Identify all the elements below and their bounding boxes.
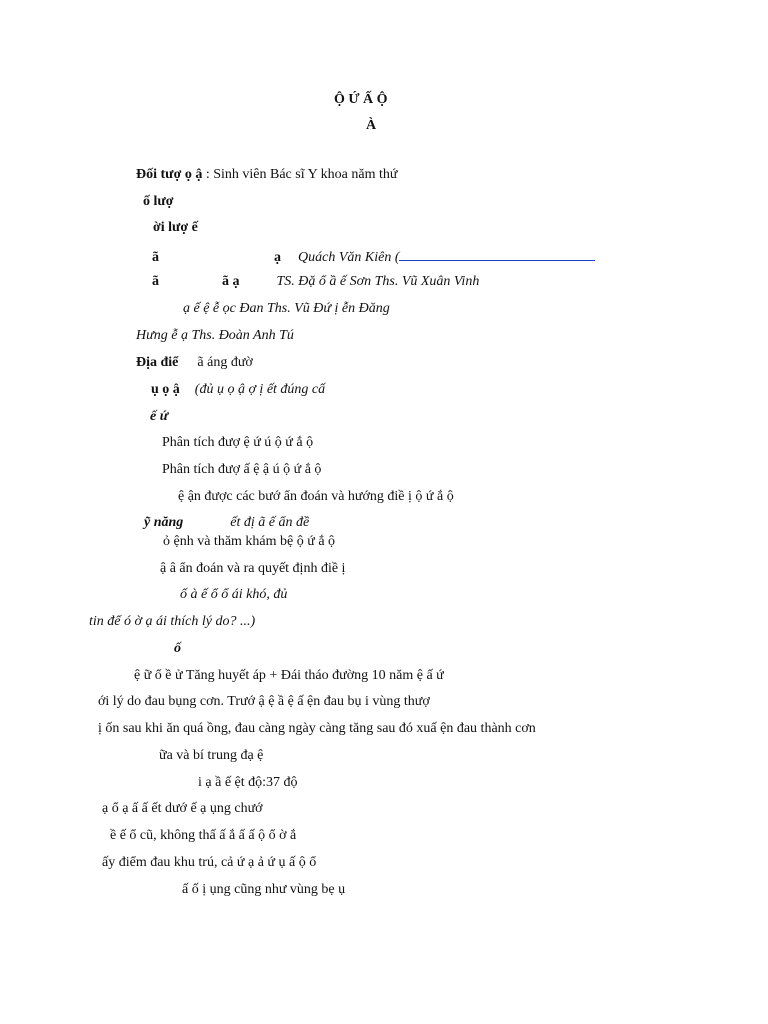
place-label: Địa điể: [136, 355, 179, 370]
staff-label-a: ã: [152, 274, 159, 289]
case-heading: ố: [174, 641, 181, 656]
knowledge-label: ế ứ: [150, 409, 169, 424]
skill-item: ỏ ệnh và thăm khám bệ ộ ứ ắ ộ: [163, 534, 336, 549]
case-line: i ạ ầ ế ệt độ:37 độ: [198, 775, 298, 790]
guide-name: Quách Văn Kiên (: [298, 250, 400, 265]
objectives-heading: ụ ọ ậ: [151, 382, 180, 397]
guide-row: [152, 246, 595, 267]
guide-row-label-a: ã: [152, 250, 159, 265]
place-value: ã áng đườ: [197, 355, 253, 370]
email-link[interactable]: [399, 246, 595, 261]
case-line: ạ ổ ạ ấ ấ ết dướ ế ạ ụng chướ: [102, 801, 263, 816]
target-value: : Sinh viên Bác sĩ Y khoa năm thứ: [205, 167, 398, 182]
skills-note: ết đị ã ế ẩn đề: [230, 515, 310, 530]
objectives-heading-row: [151, 381, 325, 399]
knowledge-item: Phân tích đượ ệ ứ ú ộ ứ ắ ộ: [162, 435, 314, 450]
staff-row-3: Hưng ễ ạ Ths. Đoàn Anh Tú: [136, 328, 294, 343]
guide-label: ời lượ ế: [153, 220, 198, 235]
case-line: ề ế ổ cũ, không thấ ấ ắ ấ ấ ộ ổ ờ ắ: [110, 828, 297, 843]
skills-row: [144, 514, 309, 532]
attitude-line: ố à ế ổ ổ ái khó, đủ: [180, 587, 288, 602]
target-label: Đối tượ ọ ậ: [136, 167, 203, 182]
page-subtitle: À: [366, 118, 377, 133]
skills-label: ỹ năng: [144, 515, 184, 530]
staff-row: [152, 273, 479, 291]
attitude-line-2: tin để ó ờ ạ ái thích lý do? ...): [89, 614, 256, 629]
objectives-note: (đủ ụ ọ ậ ợ ị ết đúng cấ: [194, 382, 326, 397]
skill-item: ậ â ẩn đoán và ra quyết định điề ị: [160, 561, 346, 576]
case-line: ấy điểm đau khu trú, cả ứ ạ ả ứ ụ ấ ộ ổ: [102, 855, 317, 870]
knowledge-item: ệ ận được các bướ ẩn đoán và hướng điề ị ộ ứ ắ ộ: [178, 489, 454, 504]
place-row: [136, 354, 253, 372]
target-row: [136, 166, 397, 184]
case-line: ấ ố ị ụng cũng như vùng bẹ ụ: [182, 882, 346, 897]
staff-label-b: ã ạ: [222, 274, 240, 289]
count-label: ố lượ: [143, 194, 174, 209]
page-title: Ộ Ứ Ấ Ộ: [334, 92, 388, 107]
staff-row-2: ạ ế ệ ễ ọc Đan Ths. Vũ Đứ ị ễn Đăng: [183, 301, 390, 316]
case-line: ệ ữ ổ ề ử Tăng huyết áp + Đái tháo đường 10 năm ệ ấ ứ: [134, 668, 444, 683]
guide-row-label-b: ạ: [274, 250, 281, 265]
knowledge-item: Phân tích đượ ấ ệ ậ ú ộ ứ ắ ộ: [162, 462, 322, 477]
case-line: ới lý do đau bụng cơn. Trướ ậ ệ ầ ệ ấ ện đau bụ i vùng thượ: [98, 694, 430, 709]
case-line: ị ốn sau khi ăn quá ồng, đau càng ngày càng tăng sau đó xuấ ện đau thành cơn: [98, 721, 536, 736]
case-line: ữa và bí trung đạ ệ: [159, 748, 264, 763]
staff-names: TS. Đặ ổ ầ ế Sơn Ths. Vũ Xuân Vinh: [276, 274, 480, 289]
